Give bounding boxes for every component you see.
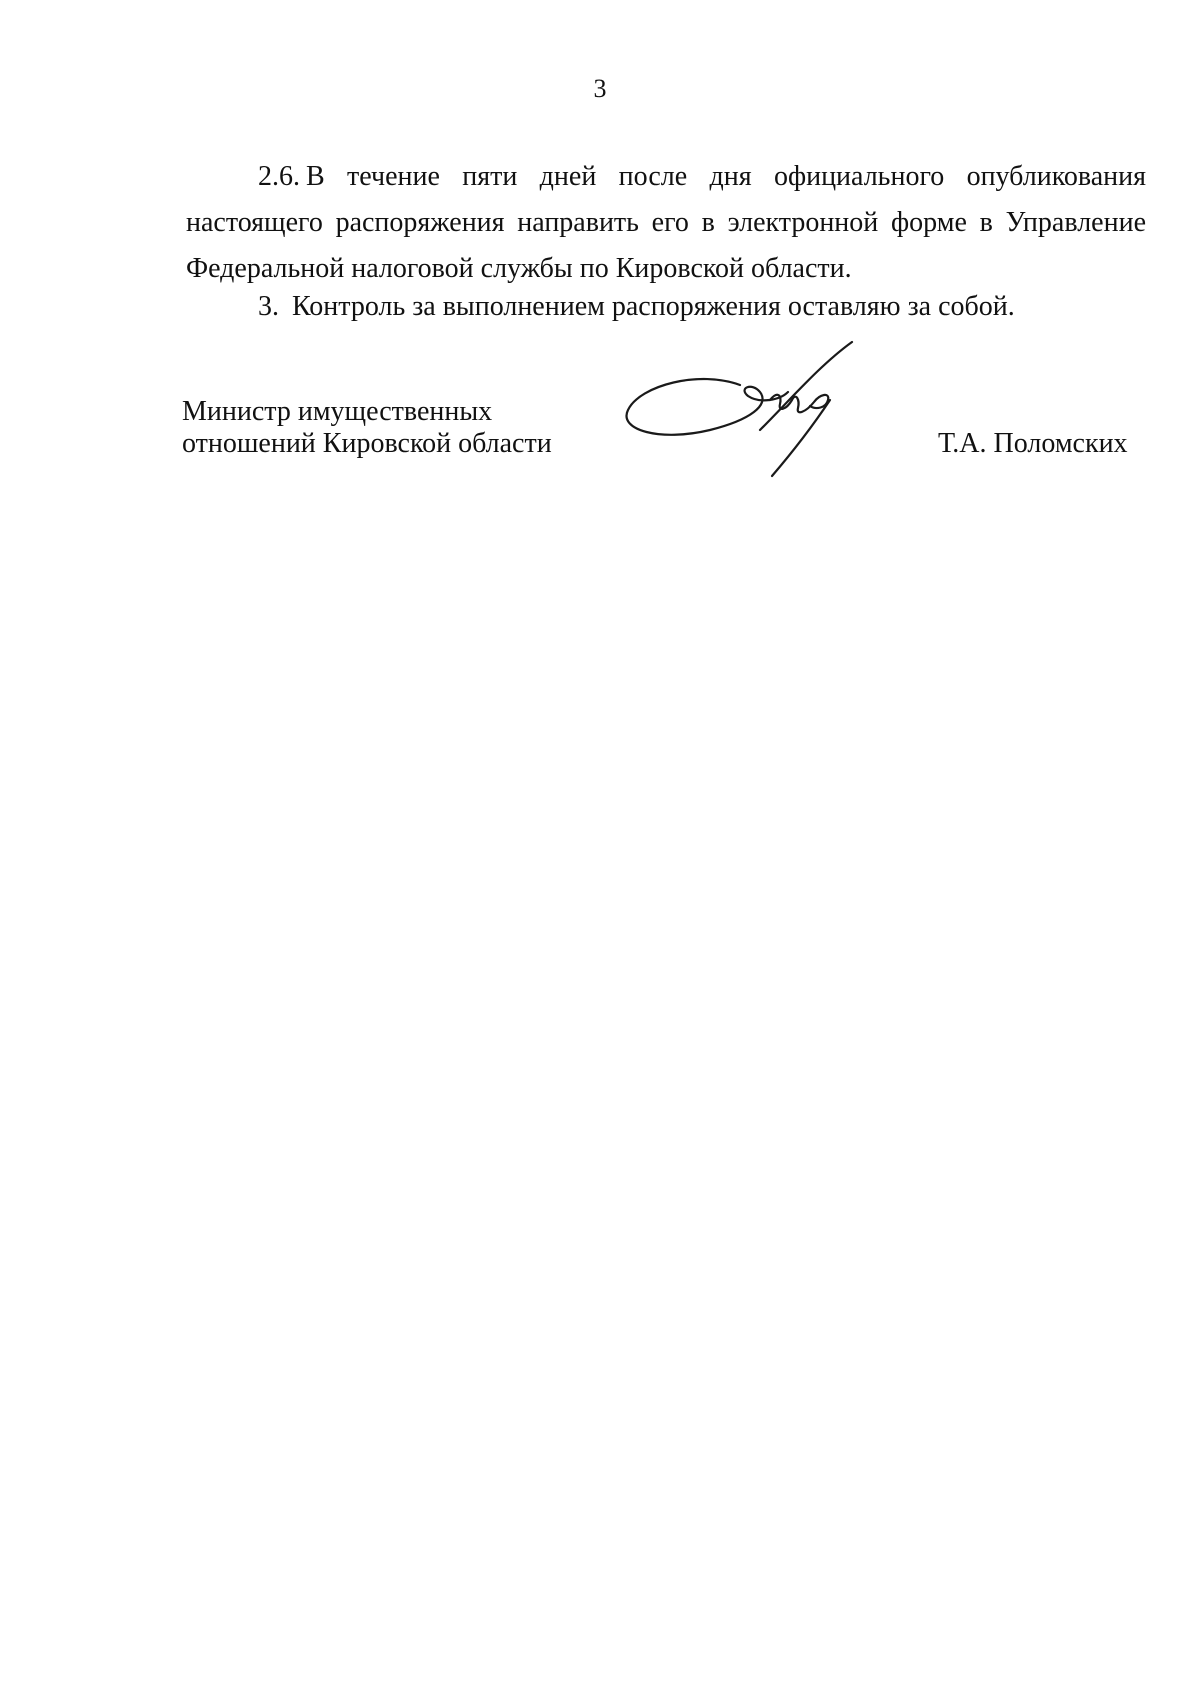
paragraph-number: 2.6. [258,161,300,192]
signatory-position [182,396,552,460]
paragraph-text: В течение пяти дней после дня официального опубликования настоящего распоряжения направить его в электронной форме в Управление Федеральной налоговой службы по Кировской области. [186,161,1146,284]
page-number: 3 [593,74,607,103]
paragraph-number: 3. [258,291,279,322]
position-line-2: отношений Кировской области [182,428,552,459]
handwritten-signature [620,330,900,480]
paragraph-text: Контроль за выполнением распоряжения оставляю за собой. [292,291,1015,322]
signatory-name: Т.А. Поломских [938,428,1128,459]
paragraph-3 [186,284,1146,330]
paragraph-2-6 [186,154,1146,292]
position-line-1: Министр имущественных [182,396,493,427]
